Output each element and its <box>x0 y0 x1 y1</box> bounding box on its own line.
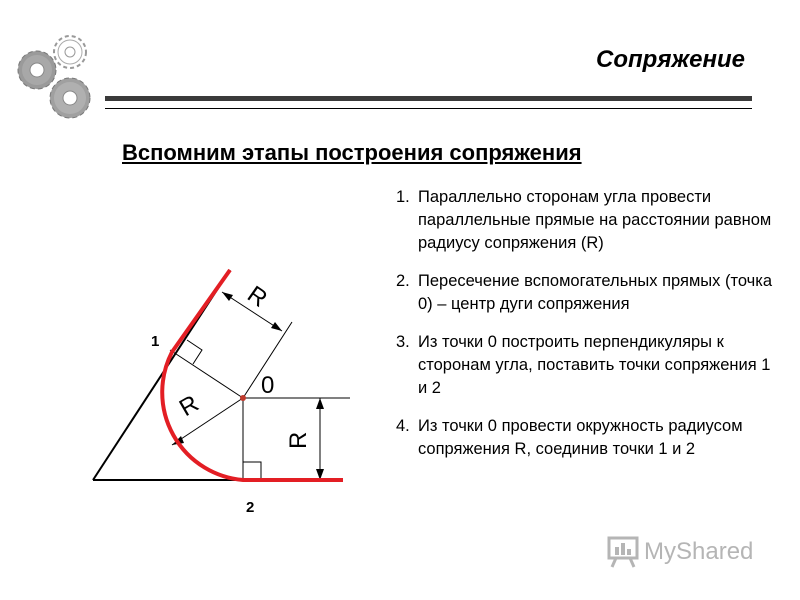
step-item <box>396 415 776 461</box>
step-text: Из точки 0 провести окружность радиусом сопряжения R, соединив точки 1 и 2 <box>418 417 743 458</box>
center-label: 0 <box>261 372 275 399</box>
radius-label-right: R <box>285 431 312 449</box>
arrowhead <box>316 398 324 409</box>
perpendicular-to-upper <box>170 350 243 398</box>
right-angle-mark-lower <box>243 462 261 480</box>
section-heading: Вспомним этапы построения сопряжения <box>122 140 582 165</box>
step-text: Пересечение вспомогательных прямых (точка 0) – центр дуги сопряжения <box>418 272 773 313</box>
construction-steps <box>396 186 776 476</box>
right-angle-mark-upper <box>187 340 202 364</box>
step-text: Параллельно сторонам угла провести параллельные прямые на расстоянии равном радиусу сопряжения (R) <box>418 188 772 252</box>
arrowhead <box>271 322 282 331</box>
step-item <box>396 331 776 400</box>
step-number: 1. <box>396 188 410 206</box>
radius-label-top: R <box>242 280 273 313</box>
watermark-text: MyShared <box>644 538 754 565</box>
step-number: 3. <box>396 333 410 351</box>
watermark <box>606 536 753 568</box>
point-2-label: 2 <box>246 499 255 516</box>
step-number: 4. <box>396 417 410 435</box>
step-text: Из точки 0 построить перпендикуляры к сторонам угла, поставить точки сопряжения 1 и 2 <box>418 333 771 397</box>
slide-title: Сопряжение <box>596 46 745 73</box>
point-1-label: 1 <box>151 333 160 350</box>
presentation-board-icon <box>606 536 640 568</box>
arrowhead <box>222 292 233 301</box>
step-number: 2. <box>396 272 410 290</box>
center-point <box>240 395 246 401</box>
radius-label-center: R <box>174 390 204 423</box>
step-item <box>396 270 776 316</box>
step-item <box>396 186 776 255</box>
